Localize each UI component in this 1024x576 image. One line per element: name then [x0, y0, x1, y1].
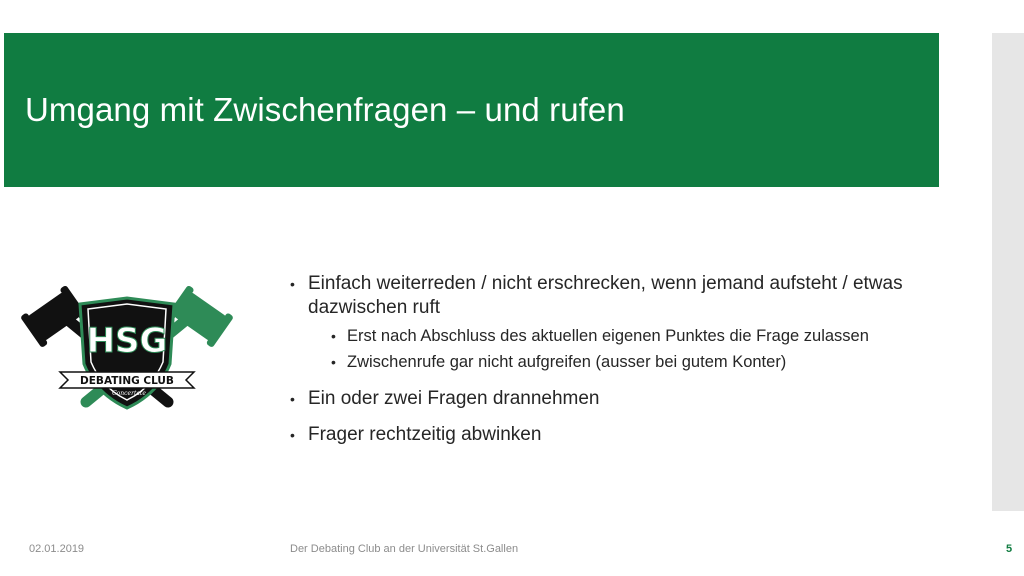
sub-bullet-item [331, 351, 930, 373]
logo-banner-text: DEBATING CLUB [80, 375, 174, 387]
bullet-item [290, 423, 930, 447]
bullet-dot-icon: • [290, 391, 295, 407]
bullet-text: Ein oder zwei Fragen drannehmen [308, 388, 600, 409]
page-number: 5 [1006, 543, 1013, 555]
bullet-text: Frager rechtzeitig abwinken [308, 424, 542, 445]
bullet-list [290, 272, 930, 447]
footer-center-text: Der Debating Club an der Universität St.Gallen [290, 543, 519, 555]
bullet-dot-icon: • [331, 328, 336, 344]
bullet-item [290, 272, 930, 320]
bullet-dot-icon: • [290, 427, 295, 443]
sub-bullet-text: Zwischenrufe gar nicht aufgreifen (ausser bei gutem Konter) [347, 353, 787, 371]
side-scroll-strip [992, 33, 1024, 511]
bullet-dot-icon: • [331, 354, 336, 370]
sub-bullet-item [331, 325, 930, 347]
bullet-text: Einfach weiterreden / nicht erschrecken, wenn jemand aufsteht / etwas dazwischen ruft [308, 273, 903, 318]
logo-motto-text: Concertate [112, 390, 146, 397]
footer-date: 02.01.2019 [29, 543, 85, 555]
logo-main-text: HSG [86, 321, 168, 361]
slide-title: Umgang mit Zwischenfragen – und rufen [25, 91, 625, 128]
sub-bullet-text: Erst nach Abschluss des aktuellen eigenen Punktes die Frage zulassen [347, 327, 869, 345]
hsg-debating-club-logo [18, 282, 236, 412]
bullet-dot-icon: • [290, 276, 295, 292]
bullet-item [290, 387, 930, 411]
